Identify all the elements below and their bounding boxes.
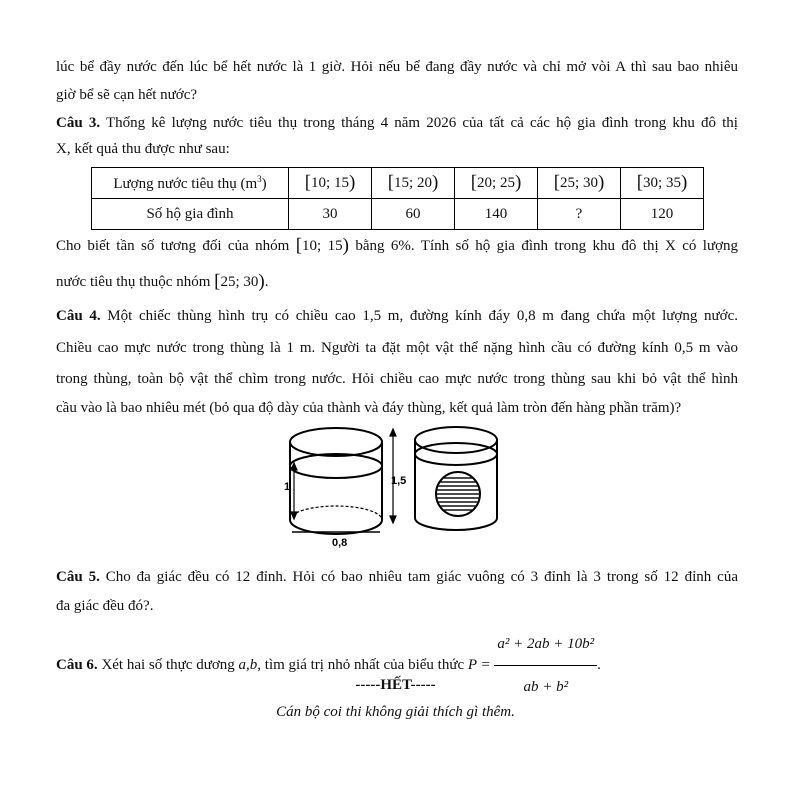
q6-numerator: a² + 2ab + 10b² bbox=[494, 624, 597, 666]
table-row bbox=[92, 199, 704, 230]
q6-denominator: ab + b² bbox=[523, 679, 569, 695]
table-header-label: Lượng nước tiêu thụ $(m^3)$ bbox=[92, 168, 289, 199]
group-2: [15; 20) bbox=[372, 168, 455, 199]
count-5: 120 bbox=[621, 199, 704, 230]
diameter-label: 0,8 bbox=[332, 537, 348, 549]
water-usage-table bbox=[91, 167, 704, 230]
q6-vars: a,b bbox=[238, 656, 258, 673]
cylinder-figure bbox=[280, 418, 510, 558]
q3-line-2: X, kết quả thu được như sau: bbox=[56, 141, 230, 157]
q3-label: Câu 3. bbox=[56, 115, 101, 131]
end-marker: -----HẾT----- bbox=[355, 677, 436, 693]
count-1: 30 bbox=[289, 199, 372, 230]
cylinder-left bbox=[290, 428, 382, 534]
q5-line-1 bbox=[56, 567, 738, 587]
q5-line-2: đa giác đều đó?. bbox=[56, 598, 154, 614]
tank-height-label: 1,5 bbox=[391, 475, 407, 487]
q3-line-1 bbox=[56, 113, 738, 133]
q3-text-1: Thống kê lượng nước tiêu thụ trong tháng 4 năm 2026 của tất cả các hộ gia đình trong khu đô thị bbox=[105, 115, 738, 131]
q5-text-1: Cho đa giác đều có 12 đỉnh. Hỏi có bao nhiêu tam giác vuông có 3 đỉnh là 3 trong số 12 đỉnh của bbox=[105, 569, 738, 585]
q4-line-4: cầu vào là bao nhiêu mét (bỏ qua độ dày của thành và đáy thùng, kết quả làm tròn đến hàng phần trăm)? bbox=[56, 400, 682, 416]
water-height-label: 1 bbox=[284, 481, 291, 493]
footer-note: Cán bộ coi thi không giải thích gì thêm. bbox=[276, 704, 515, 720]
q4-line-2: Chiều cao mực nước trong thùng là 1 m. Người ta đặt một vật thể nặng hình cầu có đường kính 0,5 m vào bbox=[56, 340, 738, 356]
row-label: Số hộ gia đình bbox=[92, 199, 289, 230]
intro-line-2: giờ bể sẽ cạn hết nước? bbox=[56, 87, 198, 103]
group-5: [30; 35) bbox=[621, 168, 704, 199]
q4-label: Câu 4. bbox=[56, 308, 101, 324]
q3-after-line-2: nước tiêu thụ thuộc nhóm [25; 30). bbox=[56, 271, 269, 292]
q4-line-1 bbox=[56, 306, 738, 326]
group-4: [25; 30) bbox=[538, 168, 621, 199]
q3-after-line-1: Cho biết tần số tương đối của nhóm [10; 15) bằng 6%. Tính số hộ gia đình trong khu đô thị X có lượng bbox=[56, 235, 739, 256]
intro-line-1: lúc bể đầy nước đến lúc bể hết nước là 1 giờ. Hỏi nếu bể đang đầy nước và chỉ mở vòi A thì sau bao nhiêu bbox=[56, 59, 738, 75]
count-2: 60 bbox=[372, 199, 455, 230]
q4-text-1: Một chiếc thùng hình trụ có chiều cao 1,5 m, đường kính đáy 0,8 m đang chứa một lượng nước. bbox=[107, 308, 738, 324]
q4-line-3: trong thùng, toàn bộ vật thể chìm trong nước. Hỏi chiều cao mực nước trong thùng sau khi bỏ vật thể hình bbox=[56, 371, 738, 387]
group-1: [10; 15) bbox=[289, 168, 372, 199]
count-4: ? bbox=[538, 199, 621, 230]
count-3: 140 bbox=[455, 199, 538, 230]
q6-line: Câu 6. Xét hai số thực dương a,b, tìm giá trị nhỏ nhất của biểu thức P = $\frac{\text{a² + 2ab + 10b²}}{\text{ab + b²}}$ . bbox=[56, 624, 738, 707]
q5-label: Câu 5. bbox=[56, 569, 100, 585]
sphere-object bbox=[430, 472, 486, 516]
group-3: [20; 25) bbox=[455, 168, 538, 199]
q6-fraction bbox=[494, 624, 597, 707]
q6-label: Câu 6. bbox=[56, 656, 98, 673]
table-row bbox=[92, 168, 704, 199]
q6-p-symbol: P = bbox=[467, 656, 491, 673]
